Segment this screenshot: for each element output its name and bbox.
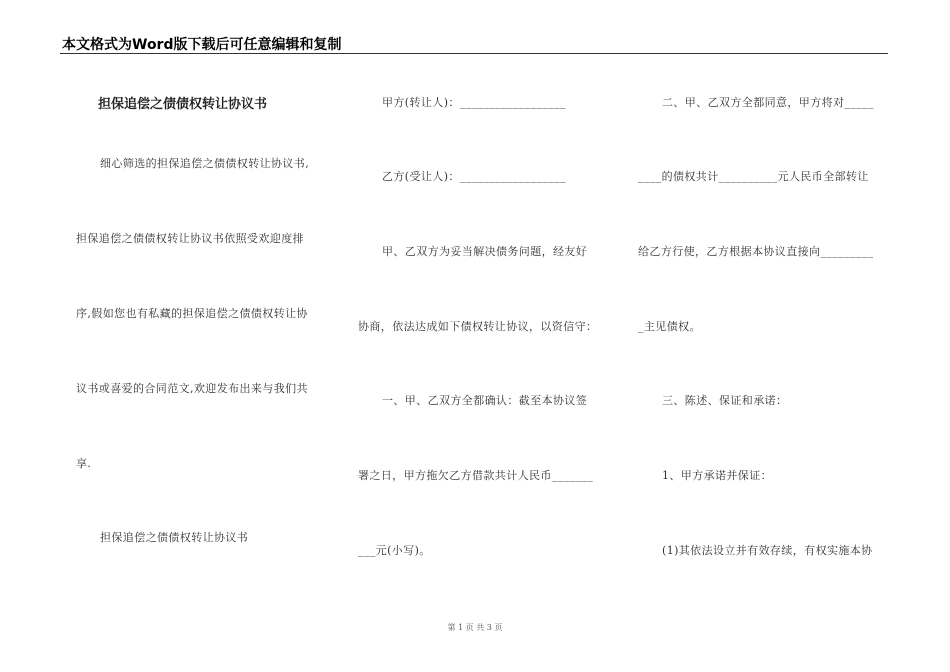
paragraph-line: (1)其依法设立并有效存续，有权实施本协 [662,544,873,557]
paragraph-line: ____的债权共计__________元人民币全部转让 [638,170,869,183]
paragraph-line: 署之日，甲方拖欠乙方借款共计人民币_______ [358,469,594,482]
section-heading: 三、陈述、保证和承诺： [662,394,788,407]
column-3 [638,0,888,600]
document-header: 本文格式为Word版下载后可任意编辑和复制 [62,37,342,53]
paragraph-line: 序,假如您也有私藏的担保追偿之债债权转让协 [76,307,308,320]
paragraph-line: 享. [76,457,92,470]
party-a-line: 甲方(转让人)：__________________ [382,96,566,109]
paragraph-line: 一、甲、乙双方全都确认：截至本协议签 [382,394,588,407]
paragraph-line: 担保追偿之债债权转让协议书依照受欢迎度排 [76,232,304,245]
party-b-line: 乙方(受让人)：__________________ [382,170,566,183]
paragraph-line: 协商，依法达成如下债权转让协议，以资信守： [358,320,598,333]
paragraph-line: 给乙方行使，乙方根据本协议直接向_________ [638,245,874,258]
paragraph-line: _主见债权。 [638,320,701,333]
paragraph-line: 甲、乙双方为妥当解决债务问题，经友好 [382,245,588,258]
page-number: 第 1 页 共 3 页 [447,623,503,632]
paragraph-line: 议书或喜爱的合同范文,欢迎发布出来与我们共 [76,382,308,395]
document-title: 担保追偿之债债权转让协议书 [98,97,268,112]
column-2 [358,0,608,600]
paragraph-line: 1、甲方承诺并保证： [662,469,772,482]
paragraph-line: 二、甲、乙双方全都同意，甲方将对_____ [662,96,874,109]
column-1 [74,0,332,600]
paragraph-line: ___元(小写)。 [358,544,431,557]
section-heading: 担保追偿之债债权转让协议书 [100,531,249,544]
paragraph-line: 细心筛选的担保追偿之债债权转让协议书, [100,157,310,170]
